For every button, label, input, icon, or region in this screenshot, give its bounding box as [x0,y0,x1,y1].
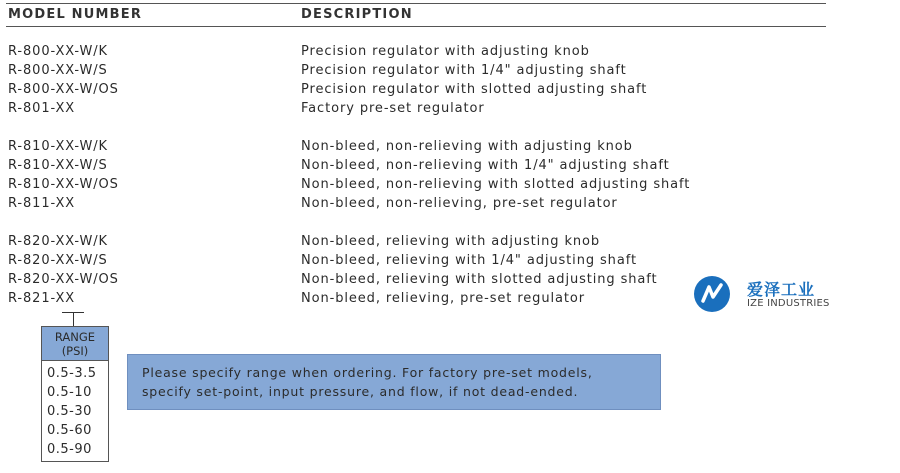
range-table-header [42,327,108,361]
company-logo [690,268,830,313]
range-title: RANGE [54,330,96,344]
model-description: Non-bleed, relieving, pre-set regulator [301,291,585,306]
model-number: R-800-XX-W/K [8,44,108,59]
model-number: R-820-XX-W/K [8,234,108,249]
model-description: Non-bleed, non-relieving with slotted adjusting shaft [301,177,691,192]
model-description: Non-bleed, relieving with adjusting knob [301,234,601,249]
range-item: 0.5-60 [47,423,92,438]
model-number: R-810-XX-W/K [8,139,108,154]
description-header: DESCRIPTION [301,7,413,22]
model-number: R-820-XX-W/S [8,253,108,268]
model-number: R-810-XX-W/S [8,158,108,173]
model-number: R-800-XX-W/S [8,63,108,78]
model-description: Non-bleed, non-relieving with adjusting knob [301,139,633,154]
header-rule [6,26,826,27]
range-item: 0.5-30 [47,404,92,419]
top-rule [6,3,826,4]
model-number: R-800-XX-W/OS [8,82,119,97]
model-description: Factory pre-set regulator [301,101,485,116]
model-number: R-821-XX [8,291,76,306]
range-connector-line [73,312,74,326]
ordering-note [127,354,661,410]
model-description: Non-bleed, non-relieving, pre-set regulator [301,196,618,211]
range-unit: (PSI) [61,344,89,358]
range-table [41,326,109,462]
model-description: Precision regulator with adjusting knob [301,44,590,59]
ordering-note-line: Please specify range when ordering. For factory pre-set models, [142,365,593,380]
model-number: R-820-XX-W/OS [8,272,119,287]
model-number: R-810-XX-W/OS [8,177,119,192]
model-description: Non-bleed, non-relieving with 1/4" adjusting shaft [301,158,670,173]
ordering-note-line: specify set-point, input pressure, and flow, if not dead-ended. [142,384,579,399]
logo-chinese-name: 爱泽工业 [747,280,816,299]
range-item: 0.5-3.5 [47,366,97,381]
range-item: 0.5-10 [47,385,92,400]
model-description: Non-bleed, relieving with 1/4" adjusting shaft [301,253,637,268]
model-description: Non-bleed, relieving with slotted adjusting shaft [301,272,658,287]
model-number: R-801-XX [8,101,76,116]
model-description: Precision regulator with slotted adjusting shaft [301,82,648,97]
model-number-header: MODEL NUMBER [8,7,143,22]
range-item: 0.5-90 [47,442,92,457]
model-description: Precision regulator with 1/4" adjusting shaft [301,63,627,78]
logo-mark-icon [692,274,732,314]
model-number: R-811-XX [8,196,76,211]
logo-english-name: IZE INDUSTRIES [747,298,830,309]
